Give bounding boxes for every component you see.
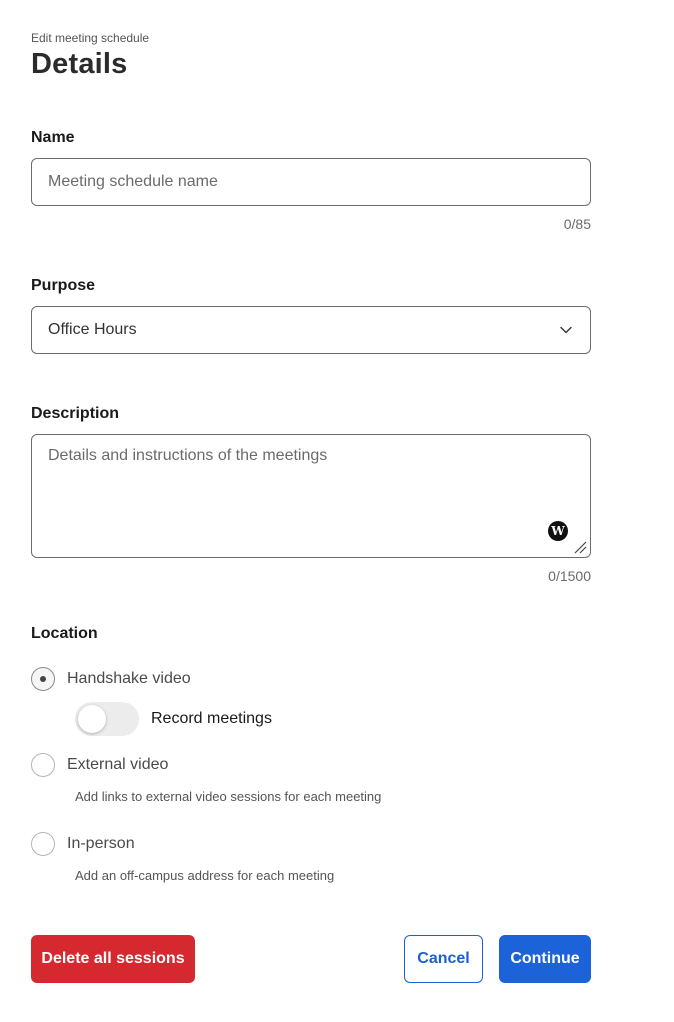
radio-handshake-video[interactable] xyxy=(31,667,55,691)
radio-label-handshake-video: Handshake video xyxy=(67,670,191,687)
name-label: Name xyxy=(31,129,75,146)
radio-external-video[interactable] xyxy=(31,753,55,777)
record-meetings-toggle[interactable] xyxy=(75,702,139,736)
cancel-button[interactable]: Cancel xyxy=(404,935,483,983)
page-eyebrow: Edit meeting schedule xyxy=(31,31,150,45)
purpose-selected-value: Office Hours xyxy=(48,321,137,338)
description-label: Description xyxy=(31,405,120,422)
external-video-help: Add links to external video sessions for each meeting xyxy=(75,789,382,804)
name-char-counter: 0/85 xyxy=(563,216,591,232)
page-title: Details xyxy=(31,48,128,80)
toggle-knob xyxy=(78,705,106,733)
location-label: Location xyxy=(31,625,98,642)
location-option-handshake-video[interactable] xyxy=(31,667,191,691)
radio-label-in-person: In-person xyxy=(67,835,135,852)
description-char-counter: 0/1500 xyxy=(548,568,591,584)
location-option-external-video[interactable] xyxy=(31,753,168,777)
description-field xyxy=(31,434,591,558)
location-option-in-person[interactable] xyxy=(31,832,135,856)
writing-assistant-icon[interactable]: W xyxy=(548,521,568,541)
name-input[interactable] xyxy=(31,158,591,206)
chevron-down-icon xyxy=(558,322,574,338)
record-meetings-row xyxy=(75,702,272,736)
record-meetings-label: Record meetings xyxy=(151,710,272,727)
continue-button[interactable]: Continue xyxy=(499,935,591,983)
radio-label-external-video: External video xyxy=(67,756,169,773)
delete-all-sessions-button[interactable]: Delete all sessions xyxy=(31,935,195,983)
resize-handle-icon[interactable] xyxy=(572,539,588,555)
purpose-label: Purpose xyxy=(31,277,96,294)
description-textarea[interactable] xyxy=(32,435,590,557)
in-person-help: Add an off-campus address for each meeting xyxy=(75,868,335,883)
purpose-select[interactable] xyxy=(31,306,591,354)
radio-in-person[interactable] xyxy=(31,832,55,856)
